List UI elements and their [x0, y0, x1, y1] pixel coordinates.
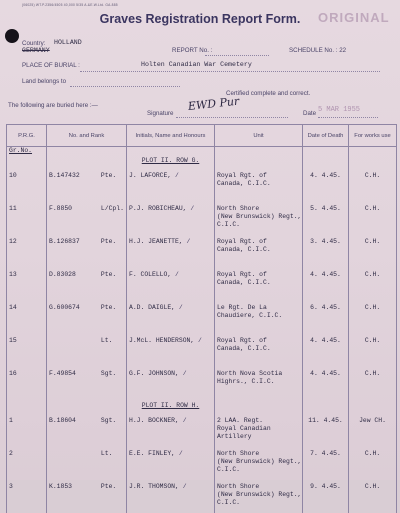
rank: Pte. — [100, 238, 117, 245]
unit-cell — [215, 447, 303, 480]
rank: Pte. — [100, 483, 117, 490]
unit-line: North Shore — [217, 450, 260, 457]
schedule-number: SCHEDULE No. : 22 — [289, 47, 347, 54]
name-cell — [127, 480, 215, 513]
column-header-number-rank: No. and Rank — [47, 125, 127, 147]
rank: Lt. — [100, 450, 113, 457]
grave-number: 11 — [7, 202, 47, 235]
name: P.J. ROBICHEAU, — [129, 205, 187, 212]
place-line — [80, 71, 380, 72]
unit-line: 2 LAA. Regt. — [217, 417, 264, 424]
rank: Lt. — [100, 337, 113, 344]
unit-line: Canada, C.I.C. — [217, 279, 271, 286]
name: J.R. THOMSON, — [129, 483, 179, 490]
name: J. LAFORCE, — [129, 172, 172, 179]
unit-line: Royal Rgt. of — [217, 238, 267, 245]
table-row — [7, 169, 397, 202]
date-of-death: 11. 4.45. — [303, 414, 349, 447]
tick-mark: / — [190, 205, 195, 212]
unit-line: C.I.C. — [217, 466, 241, 473]
table-row — [7, 414, 397, 447]
tick-mark: / — [178, 450, 183, 457]
unit-line: North Shore — [217, 483, 260, 490]
grave-number: 12 — [7, 235, 47, 268]
date-of-death: 9. 4.45. — [303, 480, 349, 513]
date-of-death: 7. 4.45. — [303, 447, 349, 480]
gr-no-row — [7, 147, 397, 156]
signature: EWD Pur — [187, 94, 240, 113]
unit-cell — [215, 414, 303, 447]
date-line — [318, 117, 378, 118]
service-number: D.83028 — [49, 271, 76, 278]
place-of-burial-value: Holten Canadian War Cemetery — [141, 61, 252, 68]
grave-number: 1 — [7, 414, 47, 447]
table-row — [7, 447, 397, 480]
works-use: C.H. — [349, 268, 397, 301]
rank: Sgt. — [100, 370, 117, 377]
name-cell — [127, 334, 215, 367]
unit-cell — [215, 268, 303, 301]
plot-heading: PLOT II. ROW G. — [127, 155, 215, 169]
print-reference: (06025) WT.P.2356/4505 40,000 5/35 A.&E.W.Ltd. GA.885 — [22, 3, 118, 7]
name-cell — [127, 301, 215, 334]
table-row — [7, 202, 397, 235]
name: J.McL. HENDERSON, — [129, 337, 195, 344]
grave-number: 14 — [7, 301, 47, 334]
unit-line: (New Brunswick) Regt., — [217, 491, 302, 498]
grave-number: 10 — [7, 169, 47, 202]
works-use: C.H. — [349, 169, 397, 202]
name: H.J. BOCKNER, — [129, 417, 179, 424]
works-use: C.H. — [349, 447, 397, 480]
grave-number: 15 — [7, 334, 47, 367]
name: A.D. DAIGLE, — [129, 304, 176, 311]
unit-cell — [215, 334, 303, 367]
signature-label: Signature — [147, 110, 174, 117]
works-use: C.H. — [349, 334, 397, 367]
name-cell — [127, 235, 215, 268]
tick-mark: / — [186, 238, 191, 245]
table-row — [7, 268, 397, 301]
service-number — [49, 450, 101, 458]
date-label: Date — [303, 110, 317, 117]
unit-line: (New Brunswick) Regt., — [217, 458, 302, 465]
name-cell — [127, 169, 215, 202]
plot-heading-row — [7, 155, 397, 169]
service-number: B.147432 — [49, 172, 80, 179]
tick-mark: / — [175, 172, 179, 179]
tick-mark: / — [182, 417, 187, 424]
works-use: C.H. — [349, 235, 397, 268]
plot-heading: PLOT II. ROW H. — [127, 400, 215, 414]
table-row — [7, 301, 397, 334]
name-cell — [127, 447, 215, 480]
signature-line — [176, 117, 288, 118]
rank: Pte. — [100, 172, 117, 179]
unit-line: Canada, C.I.C. — [217, 180, 271, 187]
unit-line: Royal Rgt. of — [217, 172, 267, 179]
land-belongs-label: Land belongs to — [22, 78, 67, 85]
works-use: C.H. — [349, 202, 397, 235]
name: E.E. FINLEY, — [129, 450, 176, 457]
date-of-death: 4. 4.45. — [303, 367, 349, 400]
unit-cell — [215, 235, 303, 268]
date-stamp: 5 MAR 1955 — [318, 106, 361, 114]
service-number: K.1853 — [49, 483, 73, 490]
certified-label: Certified complete and correct. — [226, 90, 311, 97]
unit-line: North Nova Scotia — [217, 370, 283, 377]
works-use: Jew CH. — [349, 414, 397, 447]
column-header-unit: Unit — [215, 125, 303, 147]
tick-mark: / — [178, 304, 183, 311]
date-of-death: 4. 4.45. — [303, 169, 349, 202]
rank: L/Cpl. — [100, 205, 124, 212]
land-line — [70, 86, 180, 87]
unit-cell — [215, 367, 303, 400]
grave-number: 3 — [7, 480, 47, 513]
original-stamp: ORIGINAL — [318, 10, 390, 25]
country-value: HOLLAND — [54, 39, 82, 46]
column-header-prg: P.R.G. — [7, 125, 47, 147]
unit-line: Highrs., C.I.C. — [217, 378, 275, 385]
date-of-death: 3. 4.45. — [303, 235, 349, 268]
name: G.F. JOHNSON, — [129, 370, 179, 377]
table-header-row — [7, 125, 397, 147]
burial-table — [6, 124, 397, 513]
unit-line: Royal Rgt. of — [217, 271, 267, 278]
tick-mark: / — [182, 483, 187, 490]
grave-number: 16 — [7, 367, 47, 400]
service-number: F.49854 — [49, 370, 76, 377]
unit-line: Chaudiere, C.I.C. — [217, 312, 283, 319]
rank: Pte. — [100, 271, 117, 278]
unit-line: Canada, C.I.C. — [217, 345, 271, 352]
unit-cell — [215, 169, 303, 202]
unit-cell — [215, 301, 303, 334]
plot-heading-row — [7, 400, 397, 414]
tick-mark: / — [175, 271, 179, 278]
grave-number: 13 — [7, 268, 47, 301]
name: H.J. JEANETTE, — [129, 238, 183, 245]
name: F. COLELLO, — [129, 271, 172, 278]
unit-cell — [215, 480, 303, 513]
form-title: Graves Registration Report Form. — [99, 12, 301, 26]
place-of-burial-label: PLACE OF BURIAL : — [22, 62, 80, 69]
unit-line: Royal Canadian — [217, 425, 271, 432]
country-label: Country: — [22, 40, 46, 47]
name-cell — [127, 367, 215, 400]
works-use: C.H. — [349, 367, 397, 400]
service-number: B.18604 — [49, 417, 76, 424]
unit-cell — [215, 202, 303, 235]
unit-line: Artillery — [217, 433, 252, 440]
tick-mark: / — [198, 337, 202, 344]
table-row — [7, 235, 397, 268]
date-of-death: 5. 4.45. — [303, 202, 349, 235]
unit-line: C.I.C. — [217, 499, 241, 506]
buried-here-label: The following are buried here :— — [8, 102, 98, 109]
service-number: B.126837 — [49, 238, 80, 245]
rank: Pte. — [100, 304, 117, 311]
table-row — [7, 480, 397, 513]
unit-line: North Shore — [217, 205, 260, 212]
date-of-death: 4. 4.45. — [303, 268, 349, 301]
name-cell — [127, 414, 215, 447]
column-header-works-use: For works use — [349, 125, 397, 147]
unit-line: Le Rgt. De La — [217, 304, 267, 311]
table-row — [7, 367, 397, 400]
report-number-line — [205, 55, 269, 56]
unit-line: C.I.C. — [217, 221, 241, 228]
report-number-label: REPORT No. : — [172, 47, 213, 54]
gr-no-label: Gr.No. — [7, 147, 47, 156]
punch-hole — [5, 29, 19, 43]
table-row — [7, 334, 397, 367]
date-of-death: 4. 4.45. — [303, 334, 349, 367]
name-cell — [127, 268, 215, 301]
date-of-death: 6. 4.45. — [303, 301, 349, 334]
unit-line: Royal Rgt. of — [217, 337, 267, 344]
unit-line: (New Brunswick) Regt., — [217, 213, 302, 220]
country-struck: GERMANY — [22, 47, 50, 54]
service-number — [49, 337, 101, 345]
grave-number: 2 — [7, 447, 47, 480]
service-number: F.8850 — [49, 205, 73, 212]
unit-line: Canada, C.I.C. — [217, 246, 271, 253]
name-cell — [127, 202, 215, 235]
column-header-name: Initials, Name and Honours — [127, 125, 215, 147]
column-header-date-of-death: Date of Death — [303, 125, 349, 147]
rank: Sgt. — [100, 417, 117, 424]
works-use: C.H. — [349, 301, 397, 334]
works-use: C.H. — [349, 480, 397, 513]
service-number: G.600674 — [49, 304, 80, 311]
tick-mark: / — [182, 370, 187, 377]
